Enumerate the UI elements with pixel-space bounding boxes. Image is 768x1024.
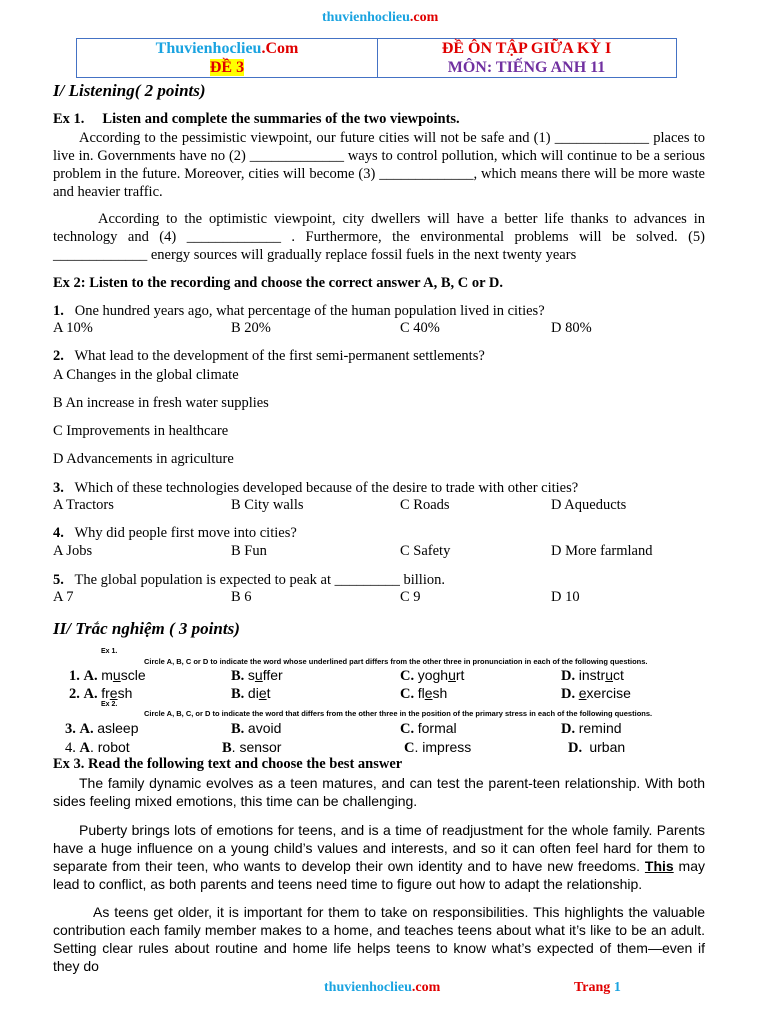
sec2-ex2-instruction: Circle A, B, C, or D to indicate the word that differs from the other three in the position of the primary stress in each of the following questions.: [144, 709, 653, 718]
q3-stem: [53, 480, 578, 497]
ex1-heading: [53, 111, 460, 128]
q5-option-c[interactable]: C 9: [400, 589, 421, 605]
stress-q4-a-word: . robot: [89, 739, 130, 755]
q4-text: Why did people first move into cities?: [74, 525, 297, 541]
pron-q2-number: 2.: [69, 686, 80, 702]
stress-q3-d[interactable]: [561, 720, 622, 738]
stress-q4-b-label: B: [222, 740, 232, 756]
pron-q2-a-post: sh: [117, 685, 133, 701]
pron-q1-a[interactable]: [69, 667, 146, 685]
pron-q1-a-post: scle: [120, 667, 146, 683]
stress-q3-d-label: D.: [561, 721, 576, 737]
q5-text: The global population is expected to peak at _________ billion.: [74, 572, 445, 588]
q2-option-c[interactable]: C Improvements in healthcare: [53, 423, 229, 439]
sec2-ex1-label: Ex 1.: [101, 648, 118, 655]
q3-option-b[interactable]: B City walls: [231, 497, 304, 513]
q2-stem: [53, 348, 485, 365]
q5-stem: [53, 572, 445, 589]
q3-option-d[interactable]: D Aqueducts: [551, 497, 627, 513]
stress-q3-number: 3.: [65, 721, 76, 737]
pron-q1-c-post: rt: [455, 667, 465, 683]
pron-q1-b[interactable]: [231, 667, 283, 685]
pron-q1-d-underlined: u: [605, 667, 613, 683]
stress-q4-c[interactable]: [404, 739, 471, 757]
header-site-name: Thuvienhoclieu: [155, 40, 262, 57]
q1-stem: [53, 303, 545, 320]
ex3-paragraph-3: As teens get older, it is important for them to take on responsibilities. This highlights the valuable contribution each family member makes to a home, and teaches teens about what it’s like to be an adult. Setting clear rules about routine and home life helps teens to know what’s expected of them—even if they do: [53, 904, 705, 974]
pron-q2-c[interactable]: [400, 685, 447, 703]
pron-q1-b-underlined: u: [254, 667, 263, 683]
pron-q2-a-pre: fr: [101, 685, 110, 701]
q1-option-d[interactable]: D 80%: [551, 320, 592, 336]
stress-q3-c-label: C.: [400, 721, 415, 737]
stress-q4-b[interactable]: [222, 739, 281, 757]
pron-q2-a-underlined: e: [109, 685, 118, 701]
q2-number: 2.: [53, 348, 64, 364]
pron-q2-b-label: B.: [231, 686, 245, 702]
top-site-tld: .com: [409, 10, 439, 25]
sec2-ex2-label: Ex 2.: [101, 701, 118, 708]
q1-text: One hundred years ago, what percentage of the human population lived in cities?: [74, 303, 545, 319]
q3-number: 3.: [53, 480, 64, 496]
ex1-paragraph-1: According to the pessimistic viewpoint, our future cities will not be safe and (1) _____________ places to live in. Governments have no (2) _____________ ways to control pollution, which will continue to be a serious problem in the future. Moreover, cities will become (3) _____________, which means there will be more waste and heavier traffic.: [53, 130, 705, 200]
pron-q1-a-pre: m: [101, 667, 113, 683]
stress-q4-a[interactable]: [65, 739, 130, 757]
stress-q3-a-label: A.: [79, 721, 94, 737]
q4-stem: [53, 525, 297, 542]
page-number-digit: 1: [613, 980, 621, 995]
q3-option-a[interactable]: A Tractors: [53, 497, 114, 513]
stress-q4-d-label: D.: [568, 740, 583, 756]
ex3-heading: Ex 3. Read the following text and choose the best answer: [53, 756, 403, 772]
q3-text: Which of these technologies developed because of the desire to trade with other cities?: [74, 480, 579, 496]
q1-option-a[interactable]: A 10%: [53, 320, 93, 336]
pron-q2-b-underlined: e: [258, 685, 267, 701]
q4-number: 4.: [53, 525, 64, 541]
top-site-name: [322, 10, 438, 26]
q4-option-d[interactable]: D More farmland: [551, 543, 653, 559]
pron-q1-c[interactable]: [400, 667, 464, 685]
q2-option-b[interactable]: B An increase in fresh water supplies: [53, 395, 269, 411]
pron-q2-b-post: t: [266, 685, 271, 701]
pron-q2-d-post: xercise: [586, 685, 631, 701]
section1-title: I/ Listening( 2 points): [53, 81, 206, 100]
ex3-paragraph-2-before: Puberty brings lots of emotions for teens, and is a time of readjustment for the whole family. Parents have a huge influence on a young child’s values and interests, and so it can often feel hard for them to separate from their teen, who wants to develop their own identity and to have new freedoms.: [53, 822, 705, 874]
pron-q1-d-post: ct: [612, 667, 624, 683]
q5-number: 5.: [53, 572, 64, 588]
ex1-label: Ex 1.: [53, 111, 85, 127]
header-box: [76, 38, 677, 78]
ex2-heading: Ex 2: Listen to the recording and choose the correct answer A, B, C or D.: [53, 275, 503, 291]
pron-q1-b-post: ffer: [262, 667, 283, 683]
exam-title: ĐỀ ÔN TẬP GIỮA KỲ I: [441, 40, 612, 57]
stress-q3-b-word: avoid: [247, 720, 282, 736]
pron-q1-a-label: A.: [83, 668, 98, 684]
ex3-paragraph-2-this: This: [644, 858, 674, 874]
pron-q2-c-label: C.: [400, 686, 415, 702]
pron-q1-number: 1.: [69, 668, 80, 684]
footer-site-name-text: thuvienhoclieu: [324, 980, 412, 995]
pron-q2-d[interactable]: [561, 685, 631, 703]
pron-q1-d-label: D.: [561, 668, 576, 684]
page-number: Trang 1: [574, 980, 621, 995]
section2-title: II/ Trắc nghiệm ( 3 points): [53, 619, 240, 638]
top-site-name-text: thuvienhoclieu: [322, 10, 410, 25]
stress-q3-b[interactable]: [231, 720, 281, 738]
pron-q2-a-label: A.: [83, 686, 98, 702]
stress-q3-a-word: asleep: [97, 720, 139, 736]
pron-q2-c-underlined: e: [424, 685, 433, 701]
stress-q4-number: 4.: [65, 740, 76, 756]
pron-q1-c-underlined: u: [448, 667, 456, 683]
ex1-paragraph-2: According to the optimistic viewpoint, city dwellers will have a better life thanks to advances in technology and (4) _____________ . Furthermore, the environmental problems will be solved. (5) _____________ energy sources will gradually replace fossil fuels in the next twenty years: [53, 211, 705, 263]
pron-q1-d[interactable]: [561, 667, 624, 685]
q2-option-a[interactable]: A Changes in the global climate: [53, 367, 239, 383]
header-left-cell: [77, 39, 378, 77]
q2-option-d[interactable]: D Advancements in agriculture: [53, 451, 234, 467]
stress-q4-c-word: . impress: [414, 739, 472, 755]
pron-q1-a-underlined: u: [112, 667, 121, 683]
ex3-paragraph-2: [53, 821, 705, 893]
q1-option-b[interactable]: B 20%: [231, 320, 271, 336]
q5-option-a[interactable]: A 7: [53, 589, 74, 605]
pron-q1-d-pre: instr: [578, 667, 606, 683]
stress-q3-a[interactable]: [65, 720, 139, 738]
q3-option-c[interactable]: C Roads: [400, 497, 450, 513]
stress-q4-a-label: A: [79, 740, 90, 756]
q1-option-c[interactable]: C 40%: [400, 320, 440, 336]
ex3-paragraph-1: The family dynamic evolves as a teen matures, and can test the parent-teen relationship. With both sides feeling mixed emotions, this time can be challenging.: [53, 775, 705, 809]
q1-number: 1.: [53, 303, 64, 319]
stress-q3-d-word: remind: [578, 720, 622, 736]
stress-q4-b-word: . sensor: [231, 739, 282, 755]
pron-q2-b[interactable]: [231, 685, 271, 703]
pron-q2-d-label: D.: [561, 686, 576, 702]
header-right-cell: [377, 39, 676, 77]
ex1-instruction: Listen and complete the summaries of the two viewpoints.: [102, 111, 460, 127]
pron-q1-c-pre: yogh: [417, 667, 449, 683]
q2-text: What lead to the development of the first semi-permanent settlements?: [74, 348, 485, 364]
stress-q3-c-word: formal: [417, 720, 457, 736]
stress-q4-c-label: C: [404, 740, 415, 756]
q4-option-b[interactable]: B Fun: [231, 543, 267, 559]
pron-q2-d-underlined: e: [578, 685, 587, 701]
stress-q4-d-word: urban: [589, 739, 626, 755]
sec2-ex1-instruction: Circle A, B, C or D to indicate the word whose underlined part differs from the other three in pronunciation in each of the following questions.: [144, 657, 648, 666]
exam-subject: MÔN: TIẾNG ANH 11: [447, 59, 606, 76]
pron-q1-c-label: C.: [400, 668, 415, 684]
stress-q3-b-label: B.: [231, 721, 245, 737]
pron-q1-b-pre: s: [247, 667, 255, 683]
stress-q3-c[interactable]: [400, 720, 457, 738]
q4-option-a[interactable]: A Jobs: [53, 543, 93, 559]
footer-site-name: [324, 980, 440, 996]
exam-code: ĐỀ 3: [209, 59, 245, 76]
q4-option-c[interactable]: C Safety: [400, 543, 451, 559]
footer-site-tld: .com: [411, 980, 441, 995]
pron-q2-c-post: sh: [432, 685, 448, 701]
stress-q4-d[interactable]: [568, 739, 625, 757]
q5-option-b[interactable]: B 6: [231, 589, 252, 605]
pron-q2-b-pre: di: [247, 685, 259, 701]
pron-q2-c-pre: fl: [417, 685, 425, 701]
header-site-tld: .Com: [261, 40, 299, 57]
pron-q1-b-label: B.: [231, 668, 245, 684]
ex3-paragraph-2-after: may lead to conflict, as both parents and teens need time to figure out how to adapt the relationship.: [53, 858, 705, 892]
q5-option-d[interactable]: D 10: [551, 589, 580, 605]
